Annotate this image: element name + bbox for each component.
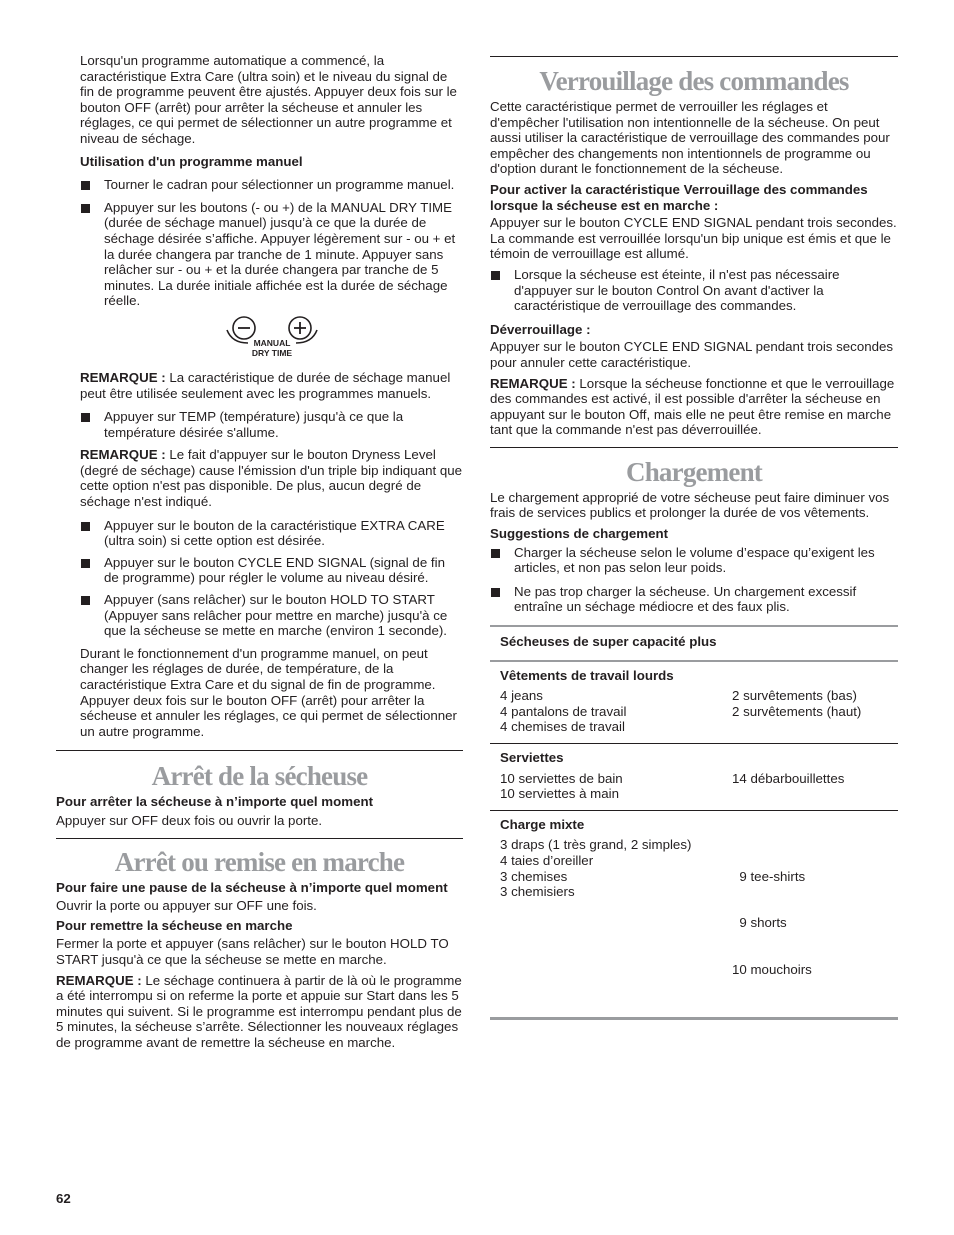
table-cell: 2 survêtements (haut) [732, 703, 862, 719]
restart-text: Fermer la porte et appuyer (sans relâcher) sur le bouton HOLD TO START jusqu'à ce que la sécheuse se mette en marche. [56, 936, 449, 967]
table-cell: 4 pantalons de travail [500, 703, 627, 719]
lock-intro: Cette caractéristique permet de verrouiller les réglages et d'empêcher l'utilisation non intentionnelle de la sécheuse. On peut aussi utiliser la caractéristique de verrouillage des commandes pour empêcher des changements non intentionnels de programme ou d'option durant le fonctionnement de la sécheuse. [490, 99, 890, 177]
activate-text: Appuyer sur le bouton CYCLE END SIGNAL pendant trois secondes. La commande est verrouillée lorsqu'un bip unique est émis et que le témoin de verrouillage est allumé. [490, 215, 897, 262]
pause-text: Ouvrir la porte ou appuyer sur OFF une fois. [56, 898, 317, 914]
list-item: Appuyer sur le bouton CYCLE END SIGNAL (signal de fin de programme) pour régler le volume au niveau désiré. [80, 555, 463, 586]
icon-label-dry-time: DRY TIME [251, 347, 292, 358]
left-column [56, 0, 463, 1051]
bullets-options [80, 518, 463, 639]
table-cell: 10 serviettes de bain [500, 770, 623, 786]
divider [490, 56, 898, 57]
unlock-text: Appuyer sur le bouton CYCLE END SIGNAL pendant trois secondes pour annuler cette caractéristique. [490, 339, 894, 370]
stop-text: Appuyer sur OFF deux fois ou ouvrir la porte. [56, 812, 323, 828]
intro-paragraph: Lorsqu'un programme automatique a commencé, la caractéristique Extra Care (ultra soin) et le niveau du signal de fin de programme peuvent être ajustés. Appuyer deux fois sur le bouton OFF (arrêt) pour arrêter la sécheuse et annuler les réglages, ce qui permet de sélectionner un autre programme et niveau de séchage. [80, 53, 457, 146]
load-subheading: Suggestions de chargement [490, 526, 669, 542]
minus-plus-dial-icon [222, 313, 322, 363]
table-section-title: Serviettes [500, 750, 564, 765]
bullets-lock [490, 267, 898, 314]
heading-loading: Chargement [626, 456, 762, 487]
table-section-title: Vêtements de travail lourds [500, 667, 674, 683]
bullets-manual [80, 177, 463, 309]
right-column [490, 0, 898, 1020]
list-item: Tourner le cadran pour sélectionner un programme manuel. [80, 177, 463, 193]
table-cell: 9 tee-shirts [732, 868, 806, 884]
list-item: Appuyer (sans relâcher) sur le bouton HOLD TO START (Appuyer sans relâcher pour mettre en marche) jusqu'à ce que la sécheuse se mette en marche (environ 1 seconde). [80, 592, 463, 639]
plus-circle-icon [289, 317, 311, 339]
table-cell: 2 survêtements (bas) [732, 688, 857, 704]
load-intro: Le chargement approprié de votre sécheuse peut faire diminuer vos frais de services publics et prolonger la durée de vos vêtements. [490, 489, 890, 521]
table-cell: 3 chemisiers [500, 884, 575, 900]
note-restart: REMARQUE : Le séchage continuera à partir de là où le programme a été interrompu si on referme la porte et appuie sur Start dans les 5 minutes qui suivent. Si le programme est interrompu pendant plus de 5 minutes, la sécheuse s’arrête. Sélectionner les nouveaux réglages de programme avant de remettre la sécheuse en marche. [56, 972, 462, 1050]
table-cell: 4 chemises de travail [500, 719, 625, 735]
note-manual-time: REMARQUE : La caractéristique de durée de séchage manuel peut être utilisée seulement avec les programmes manuels. [80, 369, 451, 401]
table-cell: 14 débarbouillettes [732, 770, 845, 786]
heading-pause-restart: Arrêt ou remise en marche [114, 846, 405, 877]
table-cell: 4 jeans [500, 688, 543, 704]
heading-stop-dryer: Arrêt de la sécheuse [151, 761, 368, 792]
left-top-section [56, 53, 463, 739]
page-number: 62 [56, 1191, 71, 1206]
load-table [490, 625, 898, 1020]
table-section-mixed [490, 811, 898, 1020]
table-cell: 3 draps (1 très grand, 2 simples) [500, 837, 692, 853]
manual-program-title: Utilisation d'un programme manuel [80, 153, 303, 169]
heading-control-lock: Verrouillage des commandes [539, 66, 849, 96]
note-unlock: REMARQUE : Lorsque la sécheuse fonctionne et que le verrouillage des commandes est activé, il est possible d'arrêter la sécheuse en appuyant sur le bouton Off, mais elle ne peut être remise en marche tant que la commande n'est pas déverrouillée. [490, 375, 895, 438]
table-cell: 9 shorts [732, 915, 787, 931]
divider [490, 447, 898, 448]
bullets-load [490, 545, 898, 615]
activate-subheading: Pour activer la caractéristique Verrouillage des commandes lorsque la sécheuse est en marche : [490, 181, 868, 213]
list-item: Charger la sécheuse selon le volume d’espace qu’exigent les articles, et non pas selon leur poids. [490, 545, 898, 576]
table-cell: 3 chemises [500, 868, 568, 884]
list-item: Appuyer sur les boutons (- ou +) de la MANUAL DRY TIME (durée de séchage manuel) jusqu’à ce que la durée de séchage désirée s’affiche. Appuyer légèrement sur - ou + et la durée changera par tranche de 1 minute. Appuyer sans relâcher sur - ou + et la durée changera par tranche de 5 minutes. La durée initiale affichée est la durée de séchage réelle. [80, 200, 463, 309]
unlock-subheading: Déverrouillage : [490, 321, 591, 337]
table-section-towels [490, 744, 898, 811]
table-section-workwear [490, 662, 898, 744]
stop-subheading: Pour arrêter la sécheuse à n’importe quel moment [56, 794, 374, 810]
table-cell: 4 taies d’oreiller [500, 852, 594, 868]
table-header: Sécheuses de super capacité plus [490, 625, 898, 662]
divider [56, 750, 463, 751]
manual-dry-time-icon [80, 313, 463, 363]
list-item: Appuyer sur le bouton de la caractéristique EXTRA CARE (ultra soin) si cette option est désirée. [80, 518, 463, 549]
list-item: Ne pas trop charger la sécheuse. Un chargement excessif entraîne un séchage médiocre et des faux plis. [490, 584, 898, 615]
minus-circle-icon [233, 317, 255, 339]
table-section-title: Charge mixte [500, 816, 585, 832]
during-paragraph: Durant le fonctionnement d'un programme manuel, on peut changer les réglages de durée, de température, de la caractéristique Extra Care et du signal de fin de programme. Appuyer deux fois sur le bouton OFF (arrêt) pour arrêter la sécheuse et annuler les réglages, ce qui permet de sélectionner un autre programme. [80, 645, 457, 739]
list-item: Lorsque la sécheuse est éteinte, il n'est pas nécessaire d'appuyer sur le bouton Control On avant d'activer la caractéristique de verrouillage des commandes. [490, 267, 898, 314]
restart-subheading: Pour remettre la sécheuse en marche [56, 917, 293, 933]
list-item: Appuyer sur TEMP (température) jusqu'à ce que la température désirée s'allume. [80, 409, 463, 440]
table-cell: 10 serviettes à main [500, 786, 619, 802]
pause-subheading: Pour faire une pause de la sécheuse à n’importe quel moment [56, 879, 448, 895]
bullets-temp [80, 409, 463, 440]
icon-label-manual: MANUAL [253, 337, 290, 348]
table-cell: 10 mouchoirs [732, 962, 812, 978]
divider [56, 838, 463, 839]
note-dryness-level: REMARQUE : Le fait d'appuyer sur le bouton Dryness Level (degré de séchage) cause l'émission d'un triple bip indiquant que cette option n'est pas disponible. De plus, aucun degré de séchage n'est indiqué. [80, 447, 463, 510]
